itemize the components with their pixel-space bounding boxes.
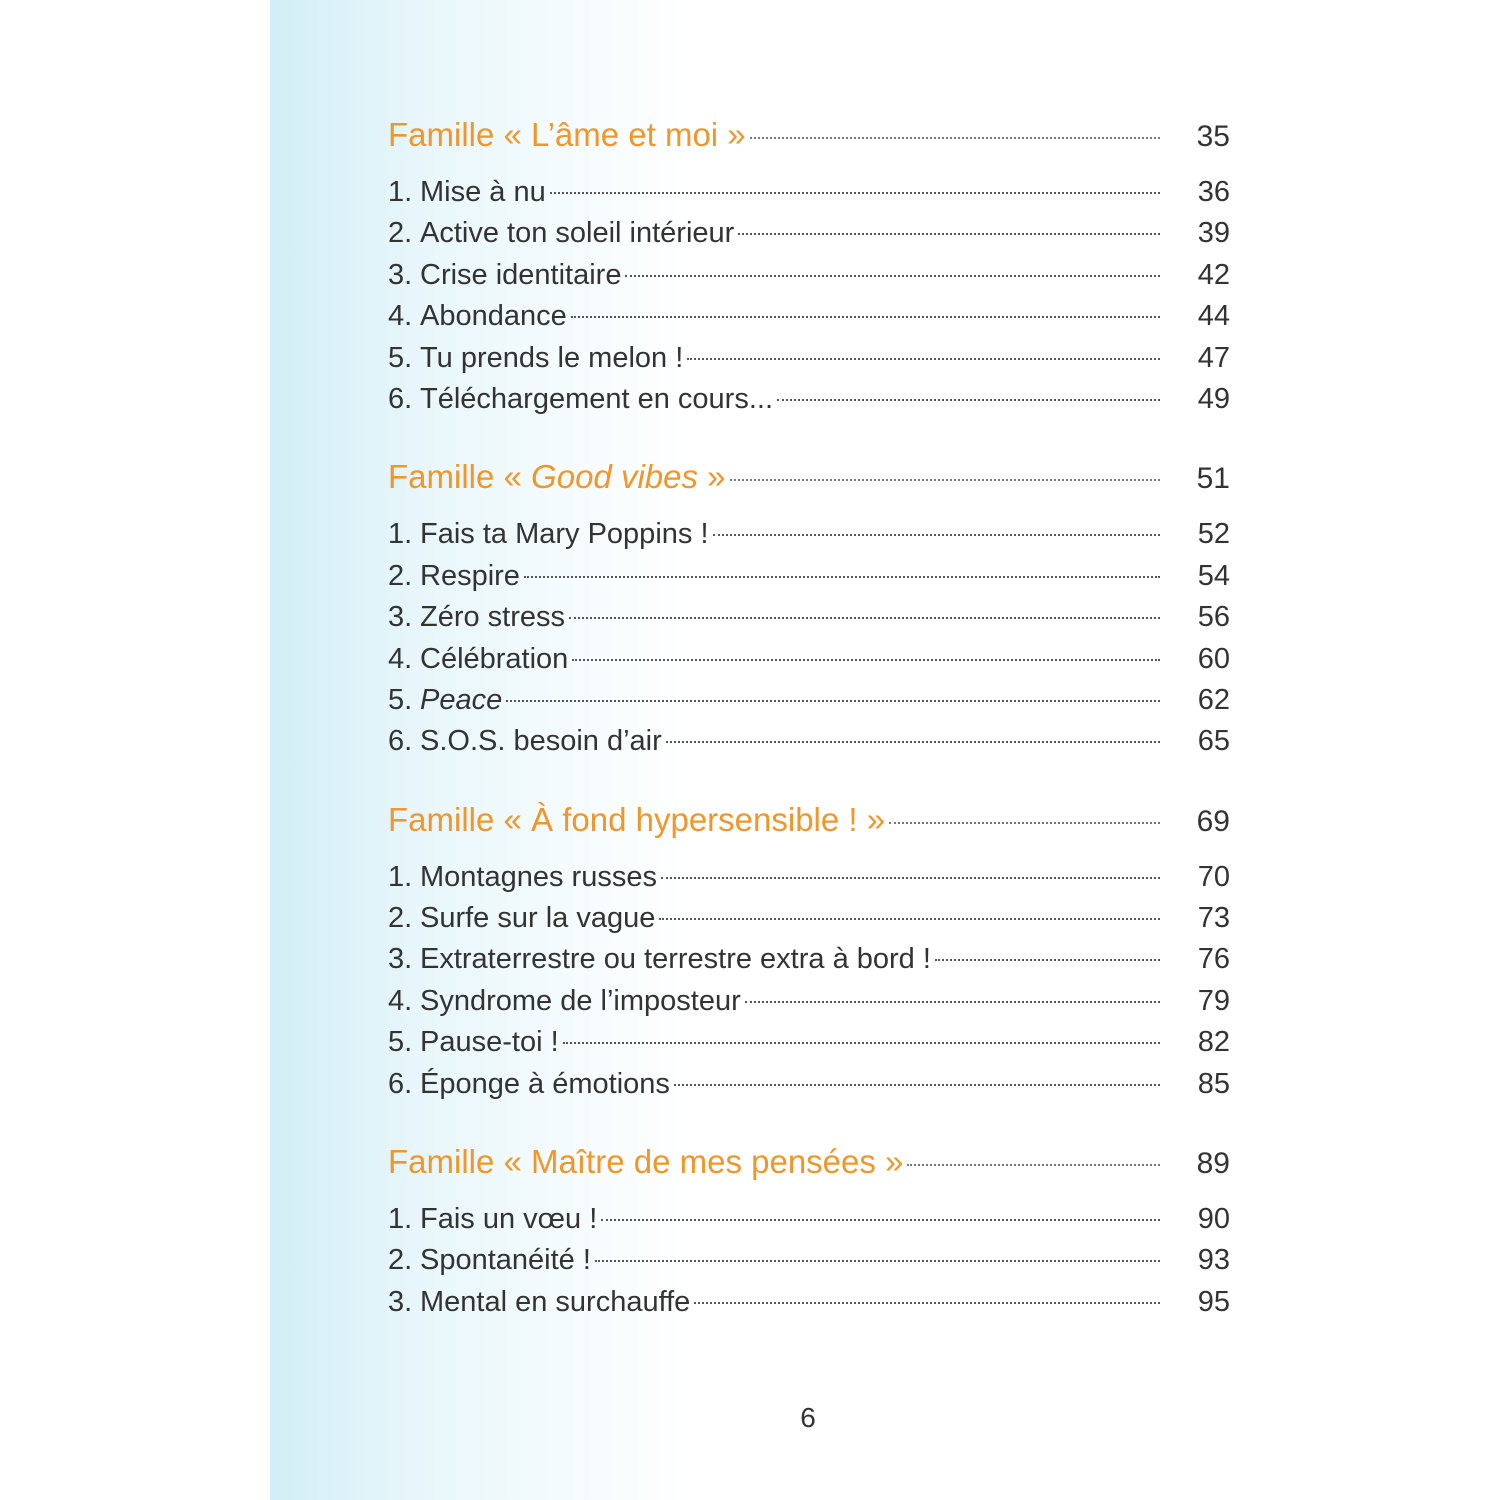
dot-leader	[550, 192, 1160, 194]
entry-page-number: 70	[1197, 860, 1230, 893]
entry-page-number: 49	[1197, 382, 1230, 415]
dot-leader	[694, 1302, 1160, 1304]
page-number: 6	[800, 1402, 816, 1433]
section-title	[388, 1135, 903, 1189]
dot-leader	[935, 959, 1160, 961]
toc-entry	[388, 857, 1230, 898]
dot-leader	[907, 1164, 1160, 1166]
dot-leader	[571, 316, 1160, 318]
toc-section	[388, 450, 1230, 762]
entry-label: Fais ta Mary Poppins !	[420, 518, 709, 551]
toc-section	[388, 108, 1230, 420]
entry-label: S.O.S. besoin d’air	[420, 725, 662, 758]
entry-number: 3.	[388, 601, 413, 634]
toc-entry	[388, 172, 1230, 213]
title-suffix: »	[697, 458, 726, 496]
dot-leader	[625, 275, 1160, 277]
section-title	[388, 793, 885, 847]
toc-entry	[388, 680, 1230, 721]
entry-number: 1.	[388, 176, 413, 208]
entry-page-number: 85	[1197, 1067, 1230, 1100]
entry-page-number: 36	[1197, 176, 1230, 208]
dot-leader	[524, 576, 1160, 578]
toc-entry	[388, 296, 1230, 337]
dot-leader	[713, 534, 1161, 536]
toc-entry	[388, 898, 1230, 939]
toc-entry	[388, 1064, 1230, 1105]
entry-page-number: 79	[1197, 984, 1230, 1017]
entry-page-number: 52	[1197, 518, 1230, 551]
toc-entry	[388, 213, 1230, 254]
dot-leader	[659, 918, 1160, 920]
entry-number: 2.	[388, 559, 413, 592]
entry-label: Mise à nu	[420, 176, 546, 208]
toc-entry	[388, 721, 1230, 762]
table-of-contents	[388, 108, 1230, 1353]
dot-leader	[569, 617, 1160, 619]
entry-number: 3.	[388, 1285, 413, 1318]
entry-label: Peace	[420, 683, 503, 716]
entry-page-number: 62	[1197, 683, 1230, 716]
entry-label: Surfe sur la vague	[420, 902, 656, 935]
toc-entry	[388, 1240, 1230, 1281]
entry-number: 4.	[388, 300, 413, 333]
section-heading	[388, 1135, 1230, 1189]
entry-label: Syndrome de l’imposteur	[420, 984, 741, 1017]
entry-page-number: 76	[1197, 943, 1230, 976]
entry-page-number: 56	[1197, 601, 1230, 634]
dot-leader	[572, 659, 1160, 661]
entry-label: Respire	[420, 559, 520, 592]
entry-page-number: 95	[1197, 1285, 1230, 1318]
entry-number: 6.	[388, 1067, 413, 1100]
entry-number: 5.	[388, 341, 413, 374]
toc-entry	[388, 597, 1230, 638]
dot-leader	[563, 1042, 1160, 1044]
entry-label: Extraterrestre ou terrestre extra à bord !	[420, 943, 931, 976]
toc-entry	[388, 556, 1230, 597]
entry-page-number: 39	[1197, 217, 1230, 250]
dot-leader	[601, 1219, 1160, 1221]
entry-page-number: 82	[1197, 1026, 1230, 1059]
entry-label: Fais un vœu !	[420, 1203, 598, 1236]
section-page-number: 69	[1196, 804, 1230, 838]
entry-page-number: 60	[1197, 642, 1230, 675]
title-prefix: Famille «	[388, 116, 532, 153]
section-title	[388, 450, 726, 504]
entry-page-number: 73	[1197, 902, 1230, 935]
title-prefix: Famille «	[388, 458, 532, 496]
entry-page-number: 47	[1197, 341, 1230, 374]
dot-leader	[889, 822, 1160, 824]
entry-label: Crise identitaire	[420, 258, 622, 291]
title-main: Good vibes	[531, 458, 698, 496]
toc-entry	[388, 1282, 1230, 1323]
toc-entry	[388, 379, 1230, 420]
entry-number: 1.	[388, 1203, 413, 1236]
entry-label: Active ton soleil intérieur	[420, 217, 735, 250]
section-heading	[388, 108, 1230, 162]
entry-number: 3.	[388, 943, 413, 976]
title-main: À fond hypersensible !	[531, 800, 858, 838]
section-page-number: 35	[1196, 120, 1230, 153]
title-suffix: »	[857, 800, 886, 838]
title-suffix: »	[718, 116, 746, 153]
title-main: Maître de mes pensées	[531, 1143, 876, 1181]
section-heading	[388, 793, 1230, 847]
toc-entry	[388, 1022, 1230, 1063]
toc-entry	[388, 338, 1230, 379]
entry-label: Mental en surchauffe	[420, 1285, 691, 1318]
entry-number: 1.	[388, 518, 413, 551]
entry-label: Pause-toi !	[420, 1026, 559, 1059]
dot-leader	[745, 1001, 1160, 1003]
entry-label: Spontanéité !	[420, 1244, 591, 1277]
entry-page-number: 54	[1197, 559, 1230, 592]
entry-page-number: 65	[1197, 725, 1230, 758]
title-suffix: »	[875, 1143, 904, 1181]
entry-number: 5.	[388, 683, 413, 716]
dot-leader	[730, 479, 1160, 481]
entry-number: 4.	[388, 984, 413, 1017]
dot-leader	[687, 358, 1160, 360]
toc-entry	[388, 939, 1230, 980]
toc-section	[388, 793, 1230, 1105]
toc-entry	[388, 1199, 1230, 1240]
entry-number: 1.	[388, 860, 413, 893]
entry-label: Téléchargement en cours...	[420, 382, 774, 415]
title-prefix: Famille «	[388, 1143, 532, 1181]
dot-leader	[777, 399, 1160, 401]
toc-entry	[388, 981, 1230, 1022]
dot-leader	[750, 137, 1160, 139]
dot-leader	[595, 1260, 1160, 1262]
entry-number: 2.	[388, 217, 413, 250]
entry-label: Zéro stress	[420, 601, 566, 634]
title-prefix: Famille «	[388, 800, 532, 838]
entry-label: Montagnes russes	[420, 860, 657, 893]
entry-page-number: 90	[1197, 1203, 1230, 1236]
section-page-number: 51	[1196, 462, 1230, 496]
section-page-number: 89	[1196, 1147, 1230, 1181]
dot-leader	[506, 700, 1160, 702]
toc-entry	[388, 255, 1230, 296]
entry-label: Célébration	[420, 642, 569, 675]
entry-number: 5.	[388, 1026, 413, 1059]
section-heading	[388, 450, 1230, 504]
entry-number: 4.	[388, 642, 413, 675]
entry-number: 2.	[388, 1244, 413, 1277]
entry-label: Abondance	[420, 300, 567, 333]
toc-section	[388, 1135, 1230, 1323]
entry-label: Tu prends le melon !	[420, 341, 684, 374]
entry-number: 2.	[388, 902, 413, 935]
entry-page-number: 93	[1197, 1244, 1230, 1277]
entry-number: 6.	[388, 725, 413, 758]
dot-leader	[738, 233, 1160, 235]
entry-page-number: 42	[1197, 258, 1230, 291]
title-main: L’âme et moi	[531, 116, 719, 153]
entry-label: Éponge à émotions	[420, 1067, 670, 1100]
dot-leader	[661, 877, 1160, 879]
dot-leader	[674, 1084, 1160, 1086]
toc-entry	[388, 514, 1230, 555]
dot-leader	[666, 741, 1160, 743]
entry-number: 3.	[388, 258, 413, 291]
section-title	[388, 108, 746, 162]
entry-number: 6.	[388, 382, 413, 415]
entry-page-number: 44	[1197, 300, 1230, 333]
toc-entry	[388, 639, 1230, 680]
